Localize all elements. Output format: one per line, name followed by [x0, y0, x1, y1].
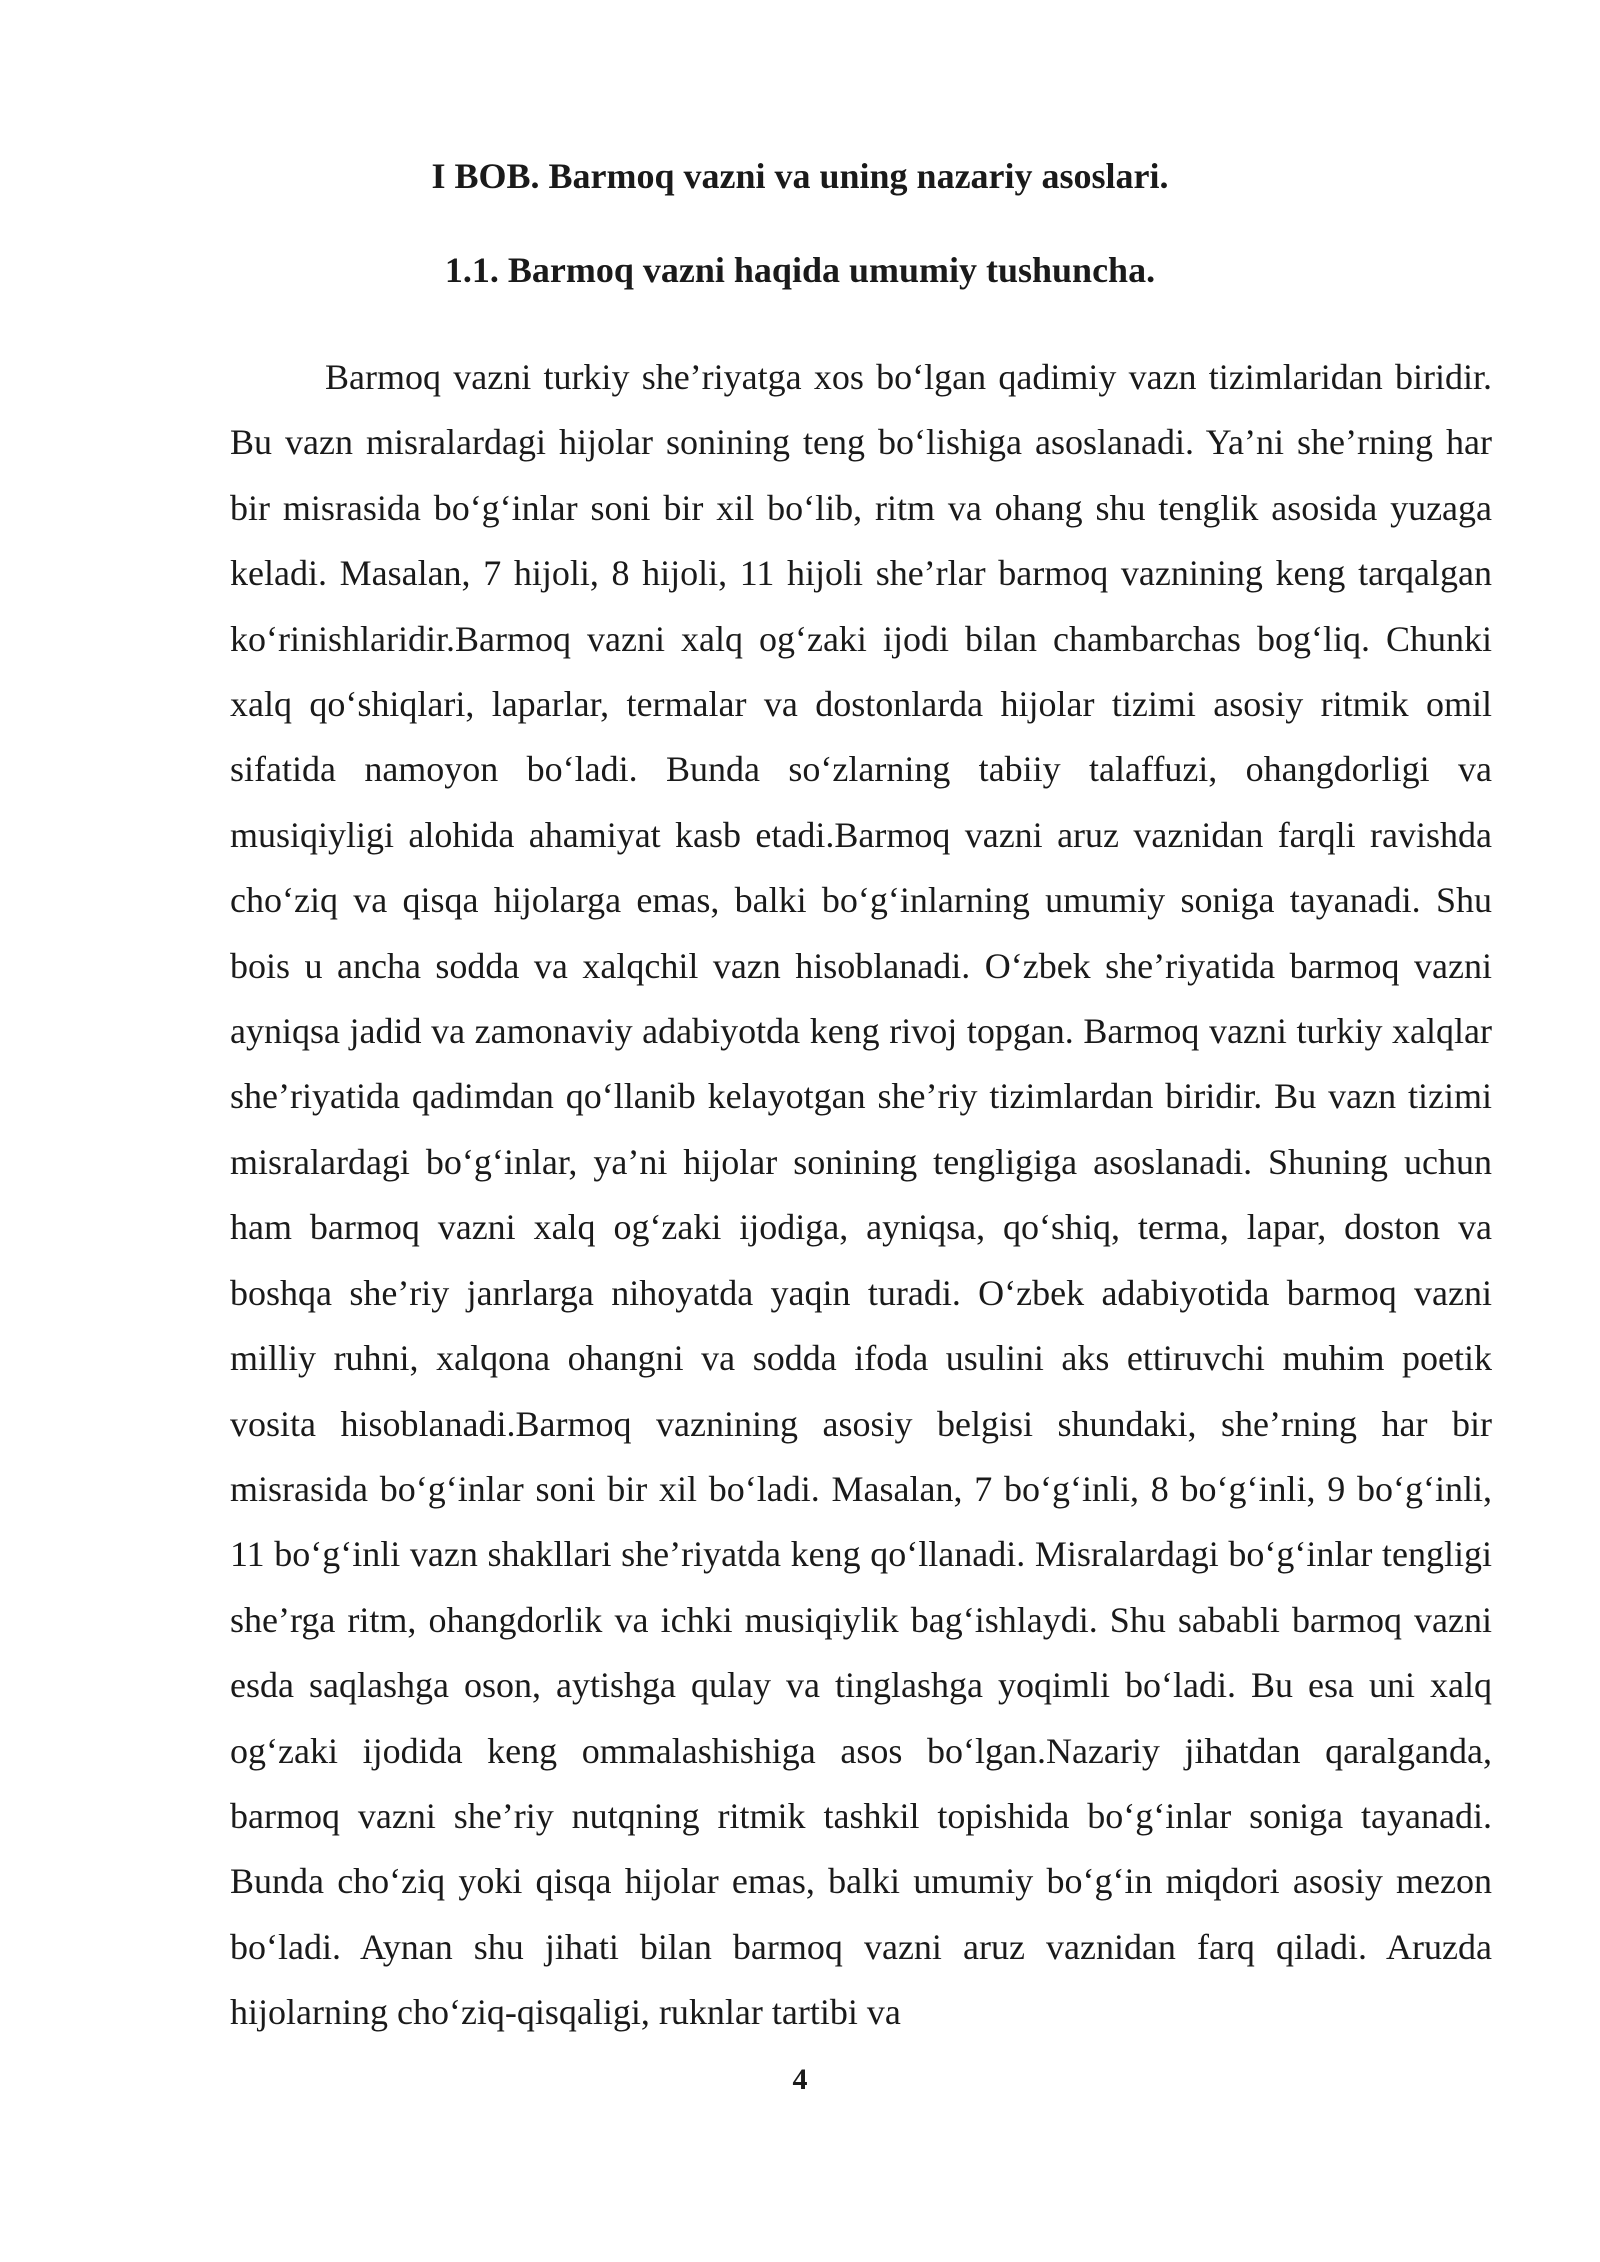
chapter-title: I BOB. Barmoq vazni va uning nazariy asoslari. [431, 156, 1169, 196]
page-number: 4 [792, 2063, 808, 2096]
section-title: 1.1. Barmoq vazni haqida umumiy tushuncha. [444, 250, 1156, 290]
body-paragraph: Barmoq vazni turkiy she’riyatga xos bo‘lgan qadimiy vazn tizimlaridan biridir. Bu vazn misralardagi hijolar sonining teng bo‘lishiga asoslanadi. Ya’ni she’rning har bir misrasida bo‘g‘inlar soni bir xil bo‘lib, ritm va ohang shu tenglik asosida yuzaga keladi. Masalan, 7 hijoli, 8 hijoli, 11 hijoli she’rlar barmoq vaznining keng tarqalgan ko‘rinishlaridir.Barmoq vazni xalq og‘zaki ijodi bilan chambarchas bog‘liq. Chunki xalq qo‘shiqlari, laparlar, termalar va dostonlarda hijolar tizimi asosiy ritmik omil sifatida namoyon bo‘ladi. Bunda so‘zlarning tabiiy talaffuzi, ohangdorligi va musiqiyligi alohida ahamiyat kasb etadi.Barmoq vazni aruz vaznidan farqli ravishda cho‘ziq va qisqa hijolarga emas, balki bo‘g‘inlarning umumiy soniga tayanadi. Shu bois u ancha sodda va xalqchil vazn hisoblanadi. O‘zbek she’riyatida barmoq vazni ayniqsa jadid va zamonaviy adabiyotda keng rivoj topgan. Barmoq vazni turkiy xalqlar she’riyatida qadimdan qo‘llanib kelayotgan she’riy tizimlardan biridir. Bu vazn tizimi misralardagi bo‘g‘inlar, ya’ni hijolar sonining tengligiga asoslanadi. Shuning uchun ham barmoq vazni xalq og‘zaki ijodiga, ayniqsa, qo‘shiq, terma, lapar, doston va boshqa she’riy janrlarga nihoyatda yaqin turadi. O‘zbek adabiyotida barmoq vazni milliy ruhni, xalqona ohangni va sodda ifoda usulini aks ettiruvchi muhim poetik vosita hisoblanadi.Barmoq vaznining asosiy belgisi shundaki, she’rning har bir misrasida bo‘g‘inlar soni bir xil bo‘ladi. Masalan, 7 bo‘g‘inli, 8 bo‘g‘inli, 9 bo‘g‘inli, 11 bo‘g‘inli vazn shakllari she’riyatda keng qo‘llanadi. Misralardagi bo‘g‘inlar tengligi she’rga ritm, ohangdorlik va ichki musiqiylik bag‘ishlaydi. Shu sababli barmoq vazni esda saqlashga oson, aytishga qulay va tinglashga yoqimli bo‘ladi. Bu esa uni xalq og‘zaki ijodida keng ommalashishiga asos bo‘lgan.Nazariy jihatdan qaralganda, barmoq vazni she’riy nutqning ritmik tashkil topishida bo‘g‘inlar soniga tayanadi. Bunda cho‘ziq yoki qisqa hijolar emas, balki umumiy bo‘g‘in miqdori asosiy mezon bo‘ladi. Aynan shu jihati bilan barmoq vazni aruz vaznidan farq qiladi. Aruzda hijolarning cho‘ziq-qisqaligi, ruknlar tartibi va [230, 357, 1492, 2033]
